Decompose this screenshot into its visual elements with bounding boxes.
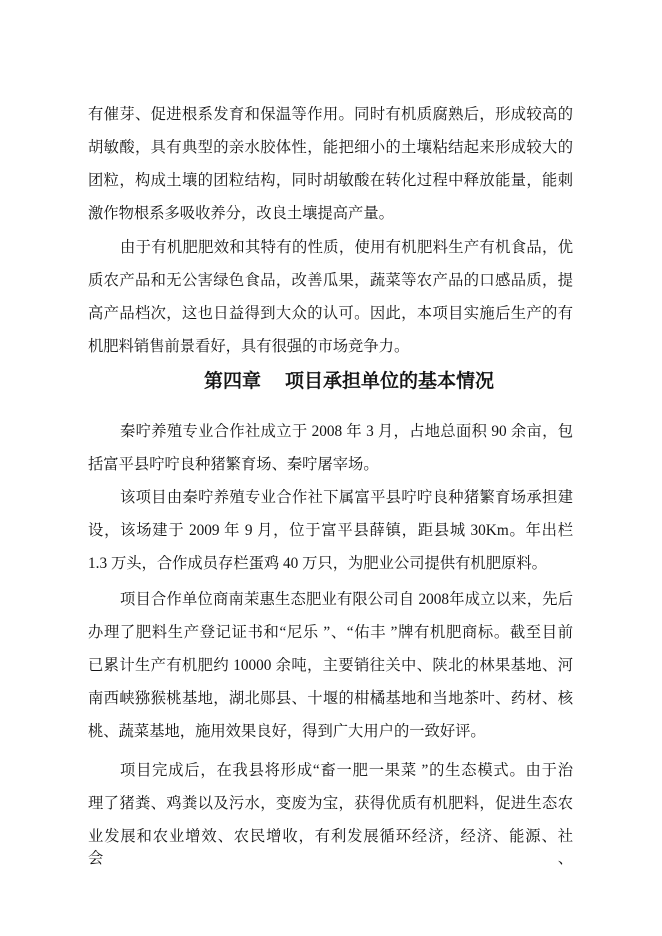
text-line: 机肥料销售前景看好，具有很强的市场竞争力。	[88, 338, 410, 355]
text-line: 设，该场建于 2009 年 9 月，位于富平县薛镇，距县城 30Km。年出栏	[88, 522, 573, 539]
text-line: 有催芽、促进根系发育和保温等作用。同时有机质腐熟后，形成较高的	[88, 106, 573, 123]
text-line: 胡敏酸，具有典型的亲水胶体性，能把细小的土壤粘结起来形成较大的	[88, 139, 573, 156]
text-line: 质农产品和无公害绿色食品，改善瓜果，蔬菜等农产品的口感品质，提	[88, 272, 573, 289]
text-line: 南西峡猕猴桃基地，湖北郧县、十堰的柑橘基地和当地茶叶、药材、核	[88, 690, 573, 707]
text-line: 高产品档次，这也日益得到大众的认可。因此，本项目实施后生产的有	[88, 305, 573, 322]
text-line: 桃、蔬菜基地，施用效果良好，得到广大用户的一致好评。	[88, 723, 486, 740]
chapter-title: 项目承担单位的基本情况	[285, 371, 495, 392]
text-line: 办理了肥料生产登记证书和“尼乐 ”、“佑丰 ”牌有机肥商标。截至目前	[88, 624, 573, 641]
text-line: 项目完成后，在我县将形成“畜一肥一果菜 ”的生态模式。由于治	[120, 762, 573, 779]
chapter-number: 第四章	[204, 371, 262, 392]
text-line: 已累计生产有机肥约 10000 余吨，主要销往关中、陕北的林果基地、河	[88, 657, 573, 674]
text-line: 团粒，构成土壤的团粒结构，同时胡敏酸在转化过程中释放能量，能刺	[88, 172, 573, 189]
text-line: 业发展和农业增效、农民增收，有利发展循环经济，经济、能源、社会、	[88, 828, 573, 867]
text-line: 激作物根系多吸收养分，改良土壤提高产量。	[88, 205, 394, 222]
text-line: 秦咛养殖专业合作社成立于 2008 年 3 月，占地总面积 90 余亩，包	[120, 423, 573, 440]
text-line: 由于有机肥肥效和其特有的性质，使用有机肥料生产有机食品，优	[120, 239, 573, 256]
text-line: 项目合作单位商南茉惠生态肥业有限公司自 2008年成立以来，先后	[120, 591, 573, 608]
text-line: 该项目由秦咛养殖专业合作社下属富平县咛咛良种猪繁育场承担建	[120, 489, 573, 506]
text-line: 括富平县咛咛良种猪繁育场、秦咛屠宰场。	[88, 456, 379, 473]
text-line: 1.3 万头，合作成员存栏蛋鸡 40 万只，为肥业公司提供有机肥原料。	[88, 555, 547, 572]
text-line: 理了猪粪、鸡粪以及污水，变废为宝，获得优质有机肥料，促进生态农	[88, 795, 573, 812]
